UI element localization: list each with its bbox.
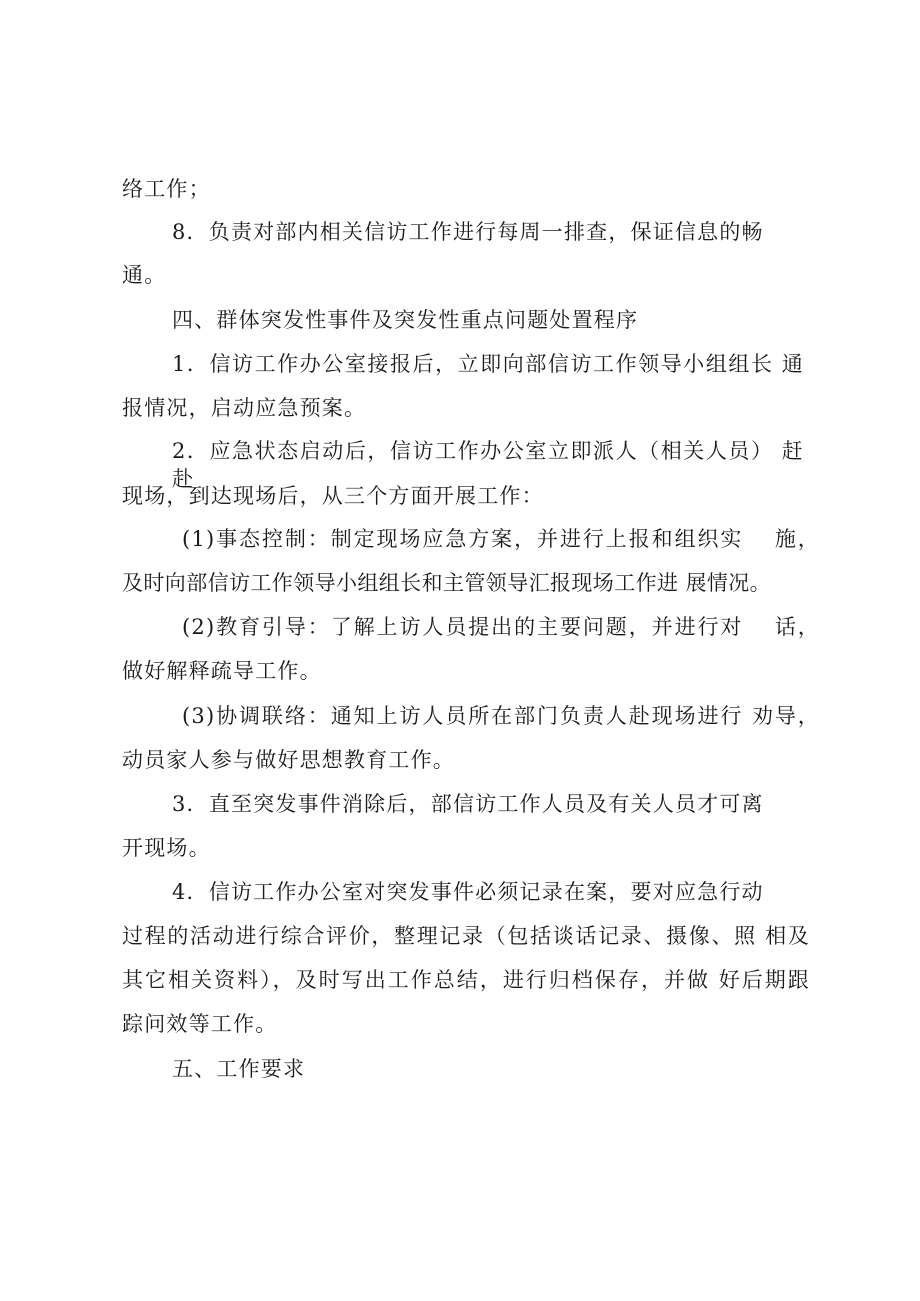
text-line-8: 现场，到达现场后，从三个方面开展工作： [122, 484, 544, 508]
text-line-11: (2)教育引导：了解上访人员提出的主要问题，并进行对 话， [182, 615, 820, 639]
text-line-14: 动员家人参与做好思想教育工作。 [122, 748, 455, 772]
text-line-15: 3．直至突发事件消除后，部信访工作人员及有关人员才可离 [172, 792, 764, 816]
text-line-16: 开现场。 [122, 836, 211, 860]
text-line-20: 踪问效等工作。 [122, 1012, 278, 1036]
section-heading-5: 五、工作要求 [172, 1057, 306, 1081]
text-line-13: (3)协调联络：通知上访人员所在部门负责人赴现场进行 劝导， [182, 704, 820, 728]
text-line-12: 做好解释疏导工作。 [122, 659, 322, 683]
text-line-9: (1)事态控制：制定现场应急方案，并进行上报和组织实 施， [182, 527, 820, 551]
text-line-2: 8．负责对部内相关信访工作进行每周一排查，保证信息的畅 [172, 220, 764, 244]
text-line-17: 4．信访工作办公室对突发事件必须记录在案，要对应急行动 [172, 880, 764, 904]
text-line-3: 通。 [122, 263, 167, 287]
section-heading-4: 四、群体突发性事件及突发性重点问题处置程序 [172, 308, 639, 332]
text-line-10: 及时向部信访工作领导小组组长和主管领导汇报现场工作进 展情况。 [122, 571, 772, 595]
text-line-6: 报情况，启动应急预案。 [122, 396, 367, 420]
text-line-18: 过程的活动进行综合评价，整理记录（包括谈话记录、摄像、照 相及 [122, 924, 810, 948]
text-line-1: 络工作； [122, 177, 211, 201]
text-line-7: 2．应急状态启动后，信访工作办公室立即派人（相关人员） 赶赴 [172, 439, 804, 491]
text-line-5: 1．信访工作办公室接报后，立即向部信访工作领导小组组长 通 [172, 352, 804, 376]
text-line-19: 其它相关资料），及时写出工作总结，进行归档保存，并做 好后期跟 [122, 968, 810, 992]
